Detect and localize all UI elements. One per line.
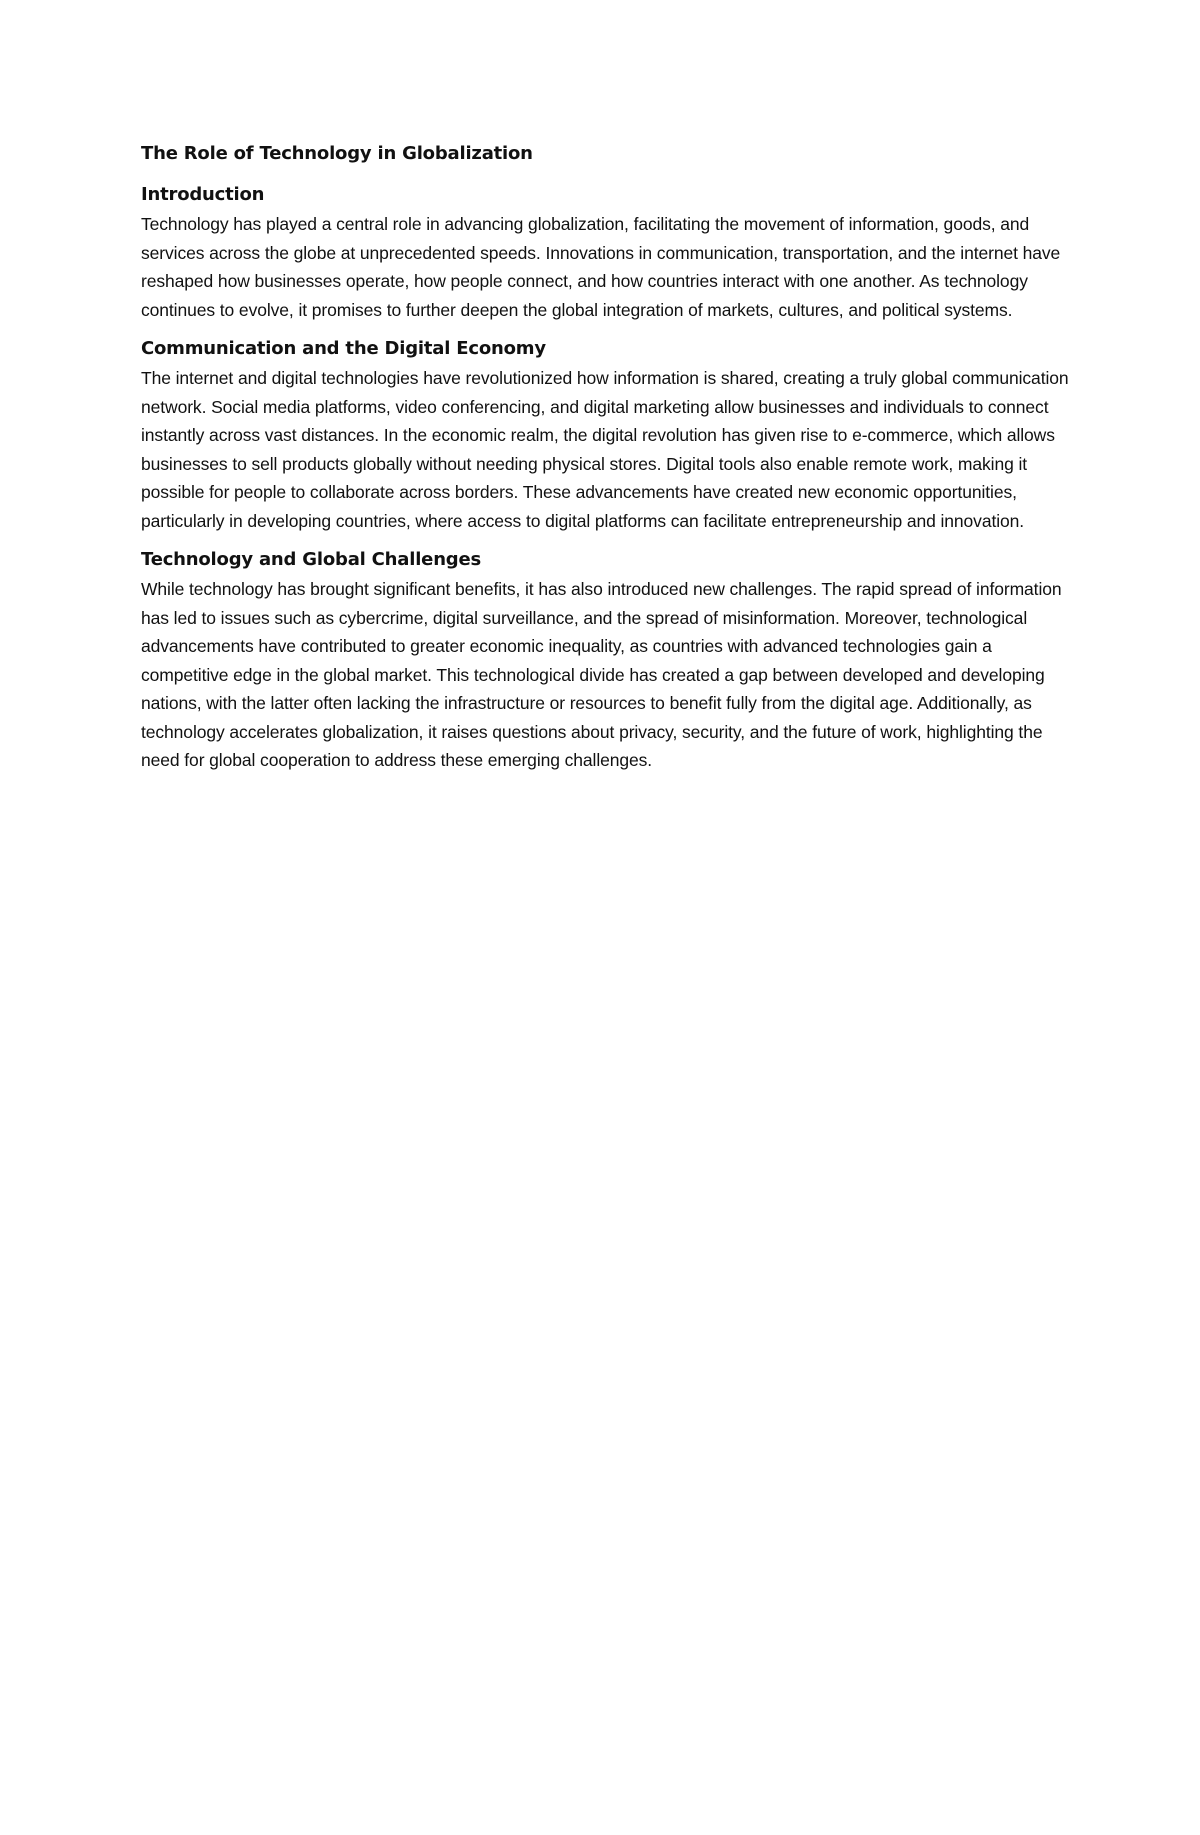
section-introduction [141, 182, 1071, 324]
document-content [141, 140, 1071, 787]
section-communication-digital-economy [141, 336, 1071, 535]
section-paragraph: While technology has brought significant benefits, it has also introduced new challenges. The rapid spread of information has led to issues such as cybercrime, digital surveillance, and the spread of misinformation. Moreover, technological advancements have contributed to greater economic inequality, as countries with advanced technologies gain a competitive edge in the global market. This technological divide has created a gap between developed and developing nations, with the latter often lacking the infrastructure or resources to benefit fully from the digital age. Additionally, as technology accelerates globalization, it raises questions about privacy, security, and the future of work, highlighting the need for global cooperation to address these emerging challenges. [141, 579, 1062, 770]
section-technology-global-challenges [141, 547, 1071, 775]
document-title: The Role of Technology in Globalization [141, 143, 533, 164]
section-paragraph: The internet and digital technologies have revolutionized how information is shared, creating a truly global communication network. Social media platforms, video conferencing, and digital marketing allow businesses and individuals to connect instantly across vast distances. In the economic realm, the digital revolution has given rise to e-commerce, which allows businesses to sell products globally without needing physical stores. Digital tools also enable remote work, making it possible for people to collaborate across borders. These advancements have created new economic opportunities, particularly in developing countries, where access to digital platforms can facilitate entrepreneurship and innovation. [141, 368, 1069, 531]
section-heading: Technology and Global Challenges [141, 549, 482, 570]
section-heading: Communication and the Digital Economy [141, 338, 546, 359]
section-paragraph: Technology has played a central role in advancing globalization, facilitating the movement of information, goods, and services across the globe at unprecedented speeds. Innovations in communication, transportation, and the internet have reshaped how businesses operate, how people connect, and how countries interact with one another. As technology continues to evolve, it promises to further deepen the global integration of markets, cultures, and political systems. [141, 214, 1061, 320]
section-heading: Introduction [141, 184, 265, 205]
